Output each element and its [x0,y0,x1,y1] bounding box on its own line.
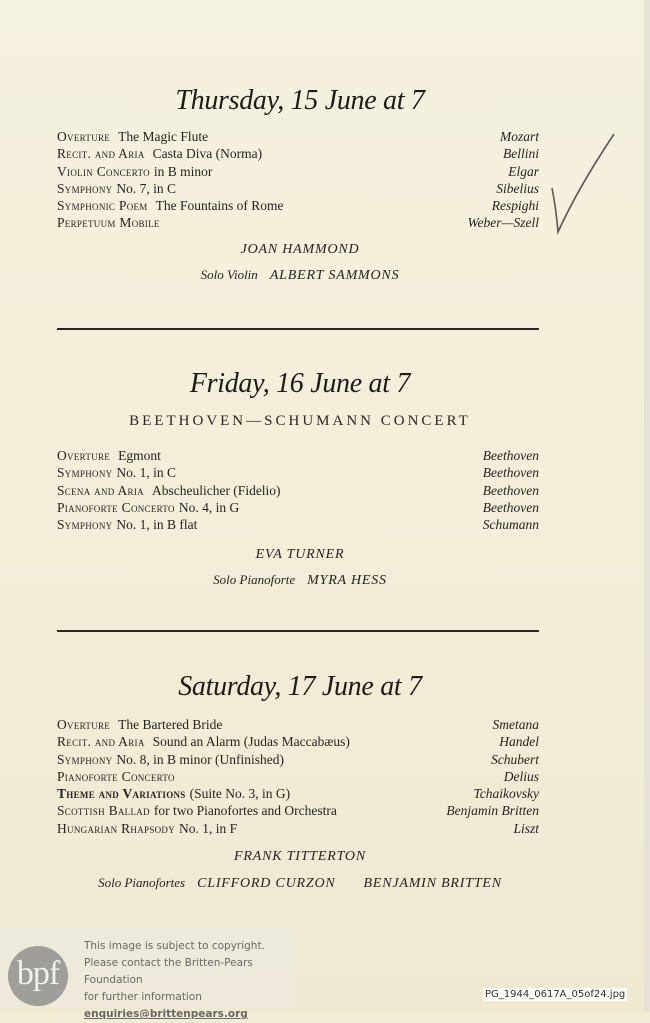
concert-1-soloists: Solo Violin ALBERT SAMMONS [200,267,400,283]
section-divider [57,328,539,330]
programme-item: Symphony No. 1, in C Beethoven [57,465,539,481]
programme-item: Recit. and Aria Sound an Alarm (Judas Maccabæus) Handel [57,734,539,750]
notice-text: This image is subject to copyright. Please contact the Britten-Pears Foundation for further information enquiries@brittenpears.org [84,938,296,1023]
check-mark-icon [548,128,618,238]
concert-2-title: Friday, 16 June at 7 [189,368,411,399]
concert-1-title: Thursday, 15 June at 7 [175,85,425,116]
copyright-notice [0,928,296,1020]
image-filename: PG_1944_0617A_05of24.jpg [485,989,626,1000]
concert-2-subtitle: BEETHOVEN—SCHUMANN CONCERT [129,413,471,429]
concert-1-singer: JOAN HAMMOND [240,242,360,257]
concert-3-soloists: Solo Pianofortes CLIFFORD CURZON BENJAMIN BRITTEN [98,875,502,891]
programme-item: Overture The Bartered Bride Smetana [57,717,539,732]
concert-2-singer: EVA TURNER [255,547,345,562]
programme-item: Scottish Ballad for two Pianofortes and Orchestra Benjamin Britten [57,803,539,819]
concert-3-singer: FRANK TITTERTON [234,849,366,864]
concert-3-programme [57,716,539,837]
contact-email-link[interactable]: enquiries@brittenpears.org [84,1008,248,1020]
concert-2-programme [57,447,539,533]
programme-item: Recit. and Aria Casta Diva (Norma) Bellini [57,146,539,162]
programme-item: Scena and Aria Abscheulicher (Fidelio) Beethoven [57,482,539,498]
programme-item: Perpetuum Mobile Weber—Szell [57,215,539,231]
programme-item: Symphony No. 8, in B minor (Unfinished) Schubert [57,751,539,767]
concert-3-title: Saturday, 17 June at 7 [178,671,422,702]
programme-item: Hungarian Rhapsody No. 1, in F Liszt [57,820,539,836]
programme-item: Overture The Magic Flute Mozart [57,129,539,144]
programme-item: Symphonic Poem The Fountains of Rome Respighi [57,198,539,214]
programme-item: Violin Concerto in B minor Elgar [57,163,539,179]
concert-1-programme [57,128,539,232]
programme-item: Pianoforte Concerto Delius [57,768,539,784]
page-edge [644,0,650,1012]
bpf-logo: bpf [8,946,68,1006]
concert-2-soloists: Solo Pianoforte MYRA HESS [213,572,387,588]
programme-item: Symphony No. 7, in C Sibelius [57,180,539,196]
programme-item: Symphony No. 1, in B flat Schumann [57,517,539,533]
programme-item: Pianoforte Concerto No. 4, in G Beethoven [57,499,539,515]
programme-item: Theme and Variations (Suite No. 3, in G) Tchaikovsky [57,786,539,802]
programme-item: Overture Egmont Beethoven [57,448,539,463]
section-divider [57,630,539,632]
